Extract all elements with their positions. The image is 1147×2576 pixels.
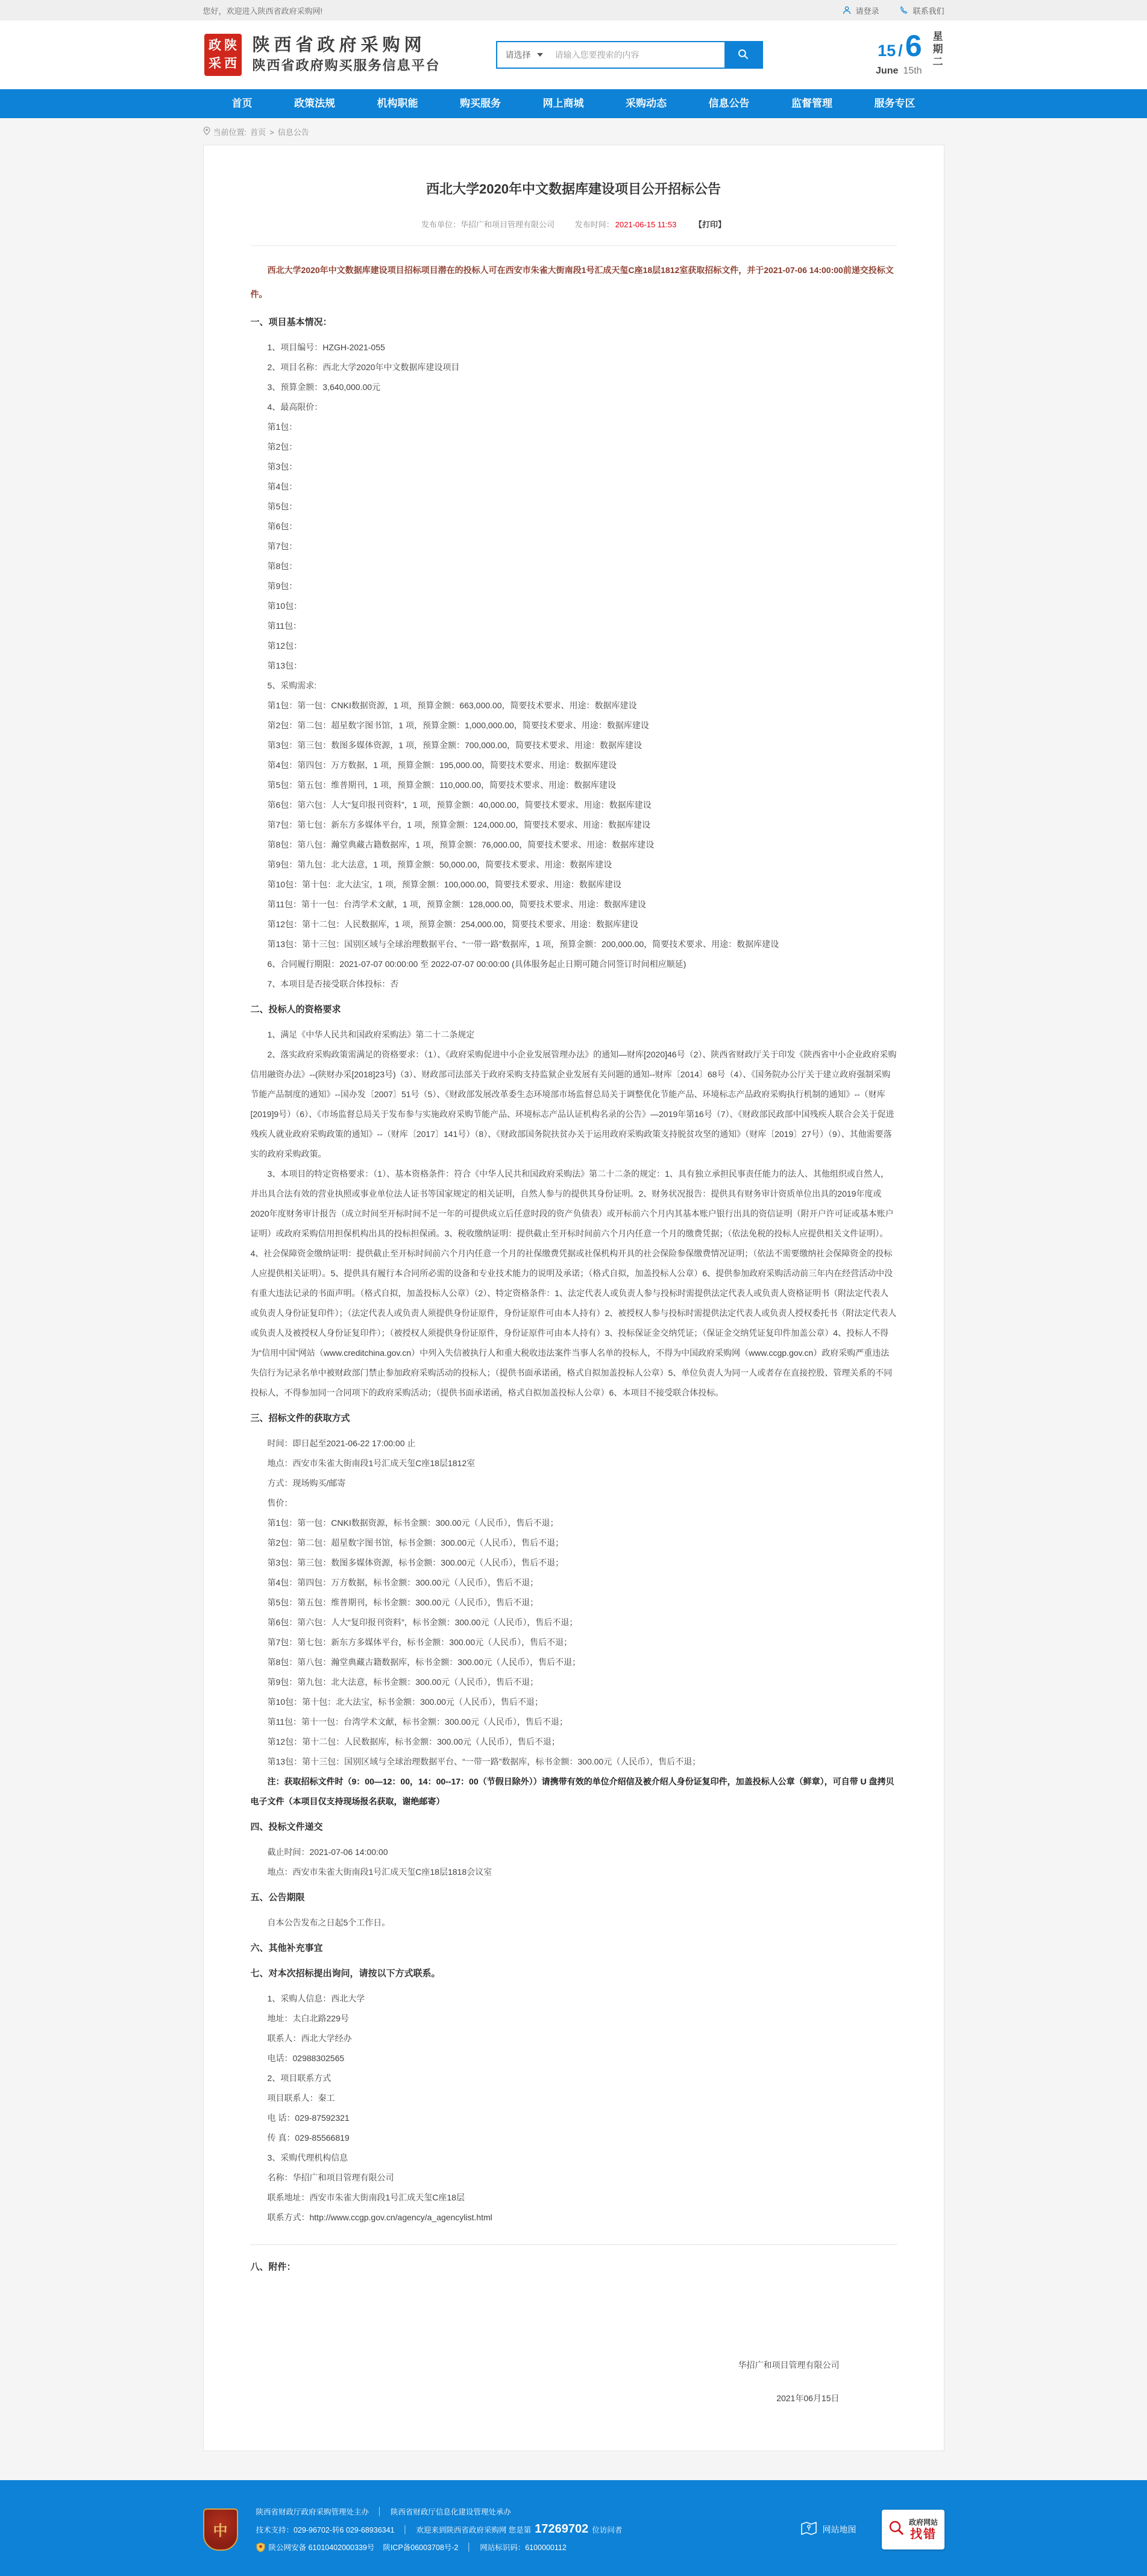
document-body [251,258,897,2408]
seal-char: 陕 [224,39,237,52]
police-badge-icon [256,2542,265,2552]
doc-paragraph: 电话：02988302565 [267,2053,345,2063]
footer-visitor-suffix: 位访问者 [592,2525,623,2534]
breadcrumb-separator: > [269,127,274,137]
doc-paragraph: 5、采购需求: [267,681,317,690]
date-day: 15 [878,41,896,60]
section-heading: 七、对本次招标提出询问，请按以下方式联系。 [250,1968,441,1979]
welcome-text: 您好，欢迎进入陕西省政府采购网! [203,6,323,16]
nav-item-6[interactable]: 信息公告 [708,98,750,109]
doc-paragraph: 7、本项目是否接受联合体投标：否 [267,979,399,989]
site-title: 陕西省政府采购网 [252,36,426,55]
doc-paragraph: 1、采购人信息：西北大学 [267,1994,365,2003]
doc-paragraph: 截止时间：2021-07-06 14:00:00 [267,1847,388,1857]
doc-paragraph: 第10包： [267,601,303,611]
user-icon [842,5,852,15]
doc-paragraph: 注：获取招标文件时（9：00—12：00，14：00--17：00（节假日除外））请携带有效的单位介绍信及被介绍人身份证复印件，加盖投标人公章（鲜章），可自带 U 盘拷贝电子文件（本项目仅支持现场报名获取，谢绝邮寄） [250,1777,894,1806]
doc-paragraph: 1、项目编号：HZGH-2021-055 [267,342,385,352]
footer-icp-filing[interactable]: 陕ICP备06003708号-2 [383,2543,459,2552]
footer-tech-support: 技术支持：029-96702-转6 029-68936341 [256,2525,395,2534]
doc-paragraph: 第8包：第八包：瀚堂典藏古籍数据库，1 项，预算金额：76,000.00，简要技术要求、用途：数据库建设 [267,840,655,849]
breadcrumb [203,118,944,145]
section-heading: 二、投标人的资格要求 [250,1004,341,1015]
doc-paragraph: 2、项目联系方式 [267,2073,332,2083]
doc-paragraph: 第12包： [267,641,303,650]
breadcrumb-item[interactable]: 首页 [250,127,266,137]
login-link[interactable] [842,5,879,16]
date-day-en: 15th [903,65,922,76]
doc-paragraph: 地点：西安市朱雀大街南段1号汇成天玺C座18层1818会议室 [267,1867,492,1877]
doc-paragraph: 第1包：第一包：CNKI数据资源，1 项，预算金额：663,000.00，简要技术要求、用途：数据库建设 [267,701,637,710]
doc-paragraph: 第13包： [267,661,303,670]
doc-paragraph: 第10包：第十包：北大法宝，标书金额：300.00元（人民币），售后不退； [267,1697,543,1707]
doc-paragraph: 第9包： [267,581,298,591]
doc-paragraph: 第3包：第三包：数图多媒体资源，标书金额：300.00元（人民币），售后不退； [267,1558,564,1567]
nav-item-0[interactable]: 首页 [231,98,253,109]
doc-paragraph: 地址：太白北路229号 [267,2014,349,2023]
footer-organizer: 陕西省财政厅政府采购管理处主办 [256,2508,369,2516]
search-select-label: 请选择 [505,50,531,60]
breadcrumb-item[interactable]: 信息公告 [277,127,309,137]
contact-link[interactable] [899,5,944,16]
doc-paragraph: 第8包：第八包：瀚堂典藏古籍数据库，标书金额：300.00元（人民币），售后不退； [267,1657,581,1667]
doc-paragraph: 第3包：第三包：数图多媒体资源，1 项，预算金额：700,000.00，简要技术要求、用途：数据库建设 [267,740,643,750]
doc-paragraph: 第2包：第二包：超星数字图书馆，1 项，预算金额：1,000,000.00，简要技术要求、用途：数据库建设 [267,720,649,730]
publish-time-value: 2021-06-15 11:53 [615,220,677,229]
signature-date: 2021年06月15日 [776,2393,840,2403]
doc-paragraph: 1、满足《中华人民共和国政府采购法》第二十二条规定 [267,1030,475,1039]
footer-police-filing[interactable]: 陕公网安备 61010402000339号 [268,2543,375,2552]
doc-paragraph: 第7包：第七包：新东方多媒体平台，标书金额：300.00元（人民币），售后不退； [267,1637,573,1647]
error-magnifier-icon [888,2519,905,2539]
chevron-down-icon [537,53,543,57]
contact-label: 联系我们 [913,6,944,16]
visitor-count: 17269702 [535,2522,589,2536]
publisher-value: 华招广和项目管理有限公司 [460,220,555,229]
footer-separator: │ [467,2543,472,2551]
site-header [0,20,1147,89]
nav-item-5[interactable]: 采购动态 [626,98,667,109]
doc-paragraph: 第1包： [267,422,298,432]
doc-paragraph: 电 话：029-87592321 [267,2113,350,2123]
map-icon [800,2519,818,2539]
doc-paragraph: 联系人：西北大学经办 [267,2033,352,2043]
doc-paragraph: 第4包： [267,482,298,491]
doc-paragraph: 第5包： [267,502,298,511]
nav-item-3[interactable]: 购买服务 [460,98,501,109]
nav-item-8[interactable]: 服务专区 [874,98,916,109]
doc-paragraph: 第4包：第四包：万方数据，1 项，预算金额：195,000.00，简要技术要求、用途：数据库建设 [267,760,617,770]
section-heading: 五、公告期限 [250,1892,305,1903]
footer-site-id: 网站标识码：6100000112 [480,2543,567,2552]
doc-paragraph: 第11包： [267,621,302,631]
doc-paragraph: 第12包：第十二包：人民数据库，标书金额：300.00元（人民币），售后不退； [267,1737,560,1746]
doc-paragraph: 第6包：第六包：人大“复印报刊资料”，1 项，预算金额：40,000.00，简要技术要求、用途：数据库建设 [267,800,652,810]
doc-paragraph: 第13包：第十三包：国别区域与全球治理数据平台、“一带一路”数据库，标书金额：300.00元（人民币），售后不退； [267,1757,701,1766]
doc-paragraph: 第7包： [267,541,298,551]
doc-paragraph: 2、落实政府采购政策需满足的资格要求：（1）、《政府采购促进中小企业发展管理办法》的通知—财库[2020]46号（2）、陕西省财政厅关于印发《陕西省中小企业政府采购信用融资办法》--(陕财办采[2018]23号)（3）、财政部司法部关于政府采购支持监狱企业发展有关问题的通知--财库〔2014〕68号（4）、《国务院办公厅关于建立政府强制采购节能产品制度的通知》--国办发〔2007〕51号（5）、《财政部发展改革委生态环境部市场监督总局关于调整优化节能产品、环境标志产品政府采购执行机制的通知》--（财库[2019]9号）（6）、《市场监督总局关于发布参与实施政府采购节能产品、环境标志产品认证机构名录的公告》—2019年第16号（7）、《财政部民政部中国残疾人联合会关于促进残疾人就业政府采购政策的通知》--（财库〔2017〕141号）（8）、《财政部国务院扶贫办关于运用政府采购政策支持脱贫攻坚的通知》（财库〔2019〕27号）（9）、其他需要落实的政府采购政策。 [250,1050,897,1159]
publish-time-label: 发布时间： [574,220,614,229]
doc-paragraph: 第11包：第十一包：台湾学术文献，标书金额：300.00元（人民币），售后不退； [267,1717,568,1727]
article-card [203,145,944,2451]
nav-item-7[interactable]: 监督管理 [791,98,832,109]
finance-emblem-icon: 中 [203,2508,238,2551]
doc-paragraph: 地点：西安市朱雀大街南段1号汇成天玺C座18层1812室 [267,1458,476,1468]
search-button[interactable] [724,42,762,68]
doc-paragraph: 第8包： [267,561,298,571]
intro-paragraph: 西北大学2020年中文数据库建设项目招标项目潜在的投标人可在西安市朱雀大街南段1号汇成天玺C座18层1812室获取招标文件，并于2021-07-06 14:00:00前递交投标文件。 [250,265,894,299]
doc-paragraph: 售价： [267,1498,293,1508]
print-button[interactable]: 【打印】 [694,220,726,229]
doc-paragraph: 第3包： [267,462,298,471]
page-title: 西北大学2020年中文数据库建设项目公开招标公告 [426,181,721,197]
doc-paragraph: 3、本项目的特定资格要求：（1）、基本资格条件：符合《中华人民共和国政府采购法》第二十二条的规定：1、具有独立承担民事责任能力的法人、其他组织或自然人，并出具合法有效的营业执照或事业单位法人证书等国家规定的相关证明，自然人参与的提供其身份证明。2、财务状况报告：提供具有财务审计资质单位出具的2019年度或2020年度财务审计报告（成立时间至开标时间不足一年的可提供成立后任意时段的资产负债表）或开标前六个月内其基本账户银行出具的资信证明（附开户许可证或基本账户证明）或政府采购信用担保机构出具的投标担保函。3、税收缴纳证明：提供截止至开标时间前六个月内任意一个月的缴费凭据；（依法免税的投标人应提供相关文件证明）。4、社会保障资金缴纳证明：提供截止至开标时间前六个月内任意一个月的社保缴费凭据或社保机构开具的社会保险参保缴费情况证明；（依法不需要缴纳社会保障资金的投标人应提供相关证明）。5、提供具有履行本合同所必需的设备和专业技术能力的说明及承诺；（格式自拟，加盖投标人公章）6、提供参加政府采购活动前三年内在经营活动中没有重大违法记录的书面声明。（格式自拟，加盖投标人公章）（2）、特定资格条件：1、法定代表人或负责人参与投标时需提供法定代表人或负责人资格证明书（附法定代表人或负责人身份证复印件）；（法定代表人或负责人须提供身份证原件，身份证原件可由本人持有）2、被授权人参与投标时需提供法定代表人或负责人授权委托书（附法定代表人或负责人及被授权人身份证复印件）；（被授权人须提供身份证原件，身份证原件可由本人持有）3、投标保证金交纳凭证；（保证金交纳凭证复印件加盖公章）4、投标人不得为“信用中国”网站（www.creditchina.gov.cn）中列入失信被执行人和重大税收违法案件当事人名单的投标人，不得为中国政府采购网（www.ccgp.gov.cn）政府采购严重违法失信行为记录名单中被财政部门禁止参加政府采购活动的投标人；（提供书面承诺函，格式自拟加盖投标人公章）5、单位负责人为同一人或者存在直接控股、管理关系的不同投标人，不得参加同一合同项下的政府采购活动；（提供书面承诺函，格式自拟加盖投标人公章）6、本项目不接受联合体投标。 [250,1169,897,1397]
date-slash: / [898,41,903,60]
doc-paragraph: 时间：即日起至2021-06-22 17:00:00 止 [267,1438,416,1448]
doc-paragraph: 传 真：029-85566819 [267,2133,350,2143]
doc-paragraph: 第5包：第五包：维普期刊，1 项，预算金额：110,000.00，简要技术要求、用途：数据库建设 [267,780,616,790]
doc-paragraph: 第2包：第二包：超星数字图书馆，标书金额：300.00元（人民币），售后不退； [267,1538,564,1548]
breadcrumb-prefix: 当前位置: [213,127,247,137]
section-heading: 一、项目基本情况： [250,317,332,327]
signature-block [251,2355,897,2408]
badge-title: 政府网站 [908,2518,938,2527]
doc-paragraph: 项目联系人：秦工 [267,2093,335,2103]
doc-paragraph: 第9包：第九包：北大法意，标书金额：300.00元（人民币），售后不退； [267,1677,539,1687]
date-month: 6 [905,28,922,63]
doc-paragraph: 自本公告发布之日起5个工作日。 [267,1918,391,1927]
site-footer [0,2480,1147,2576]
nav-item-2[interactable]: 机构职能 [377,98,418,109]
doc-paragraph: 2、项目名称：西北大学2020年中文数据库建设项目 [267,362,460,372]
top-bar [0,0,1147,20]
seal-char: 政 [209,39,221,52]
doc-paragraph: 第5包：第五包：维普期刊，标书金额：300.00元（人民币），售后不退； [267,1598,539,1607]
doc-paragraph: 6、合同履行期限：2021-07-07 00:00:00 至 2022-07-07 00:00:00 (具体服务起止日期可随合同签订时间相应顺延) [267,959,687,969]
section-heading: 三、招标文件的获取方式 [250,1413,350,1423]
doc-paragraph: 第10包：第十包：北大法宝，1 项，预算金额：100,000.00，简要技术要求、用途：数据库建设 [267,880,621,889]
seal-char: 西 [224,57,237,71]
doc-paragraph: 第7包：第七包：新东方多媒体平台，1 项，预算金额：124,000.00，简要技术要求、用途：数据库建设 [267,820,651,830]
doc-paragraph: 第6包： [267,521,298,531]
footer-co-organizer: 陕西省财政厅信息化建设管理处承办 [390,2508,511,2516]
publisher-label: 发布单位： [421,220,461,229]
site-subtitle: 陕西省政府购买服务信息平台 [252,58,441,73]
search-input[interactable] [552,42,724,68]
doc-paragraph: 3、预算金额：3,640,000.00元 [267,382,381,392]
doc-paragraph: 第1包：第一包：CNKI数据资源，标书金额：300.00元（人民币），售后不退； [267,1518,559,1528]
main-nav [0,89,1147,118]
doc-paragraph: 方式：现场购买/邮寄 [267,1478,346,1488]
footer-separator: │ [377,2507,382,2516]
doc-paragraph: 4、最高限价： [267,402,323,412]
search-category-select[interactable] [497,42,552,68]
doc-paragraph: 3、采购代理机构信息 [267,2153,348,2162]
sitemap-link[interactable] [800,2519,856,2539]
article-sections [251,312,897,2277]
phone-icon [899,5,909,15]
footer-visitor-prefix: 欢迎来到陕西省政府采购网 您是第 [416,2525,532,2534]
doc-paragraph: 联系地址：西安市朱雀大街南段1号汇成天玺C座18层 [267,2193,465,2202]
date-month-en: June [876,65,899,76]
nav-item-4[interactable]: 网上商城 [542,98,584,109]
doc-paragraph: 联系方式：http://www.ccgp.gov.cn/agency/a_agencylist.html [267,2212,492,2222]
login-label: 请登录 [855,6,879,16]
doc-paragraph: 第2包： [267,442,298,452]
doc-paragraph: 第11包：第十一包：台湾学术文献，1 项，预算金额：128,000.00，简要技术要求、用途：数据库建设 [267,899,646,909]
doc-paragraph: 第9包：第九包：北大法意，1 项，预算金额：50,000.00，简要技术要求、用途：数据库建设 [267,860,612,869]
doc-paragraph: 第6包：第六包：人大“复印报刊资料”，标书金额：300.00元（人民币），售后不退； [267,1617,578,1627]
date-weekday: 星期二 [931,31,943,69]
sitemap-label: 网站地图 [822,2524,856,2534]
search-box [496,41,763,69]
section-heading: 六、其他补充事宜 [250,1943,323,1953]
seal-char: 采 [209,57,221,71]
location-pin-icon [203,127,213,137]
doc-paragraph: 第13包：第十三包：国别区域与全球治理数据平台、“一带一路”数据库，1 项，预算金额：200,000.00，简要技术要求、用途：数据库建设 [267,939,779,949]
badge-subtitle: 找错 [910,2527,937,2541]
doc-paragraph: 第4包：第四包：万方数据，标书金额：300.00元（人民币），售后不退； [267,1578,539,1587]
divider [251,245,897,246]
footer-separator: │ [403,2525,408,2534]
signature-company: 华招广和项目管理有限公司 [738,2360,840,2370]
dotted-divider [251,2244,897,2245]
article-meta [251,218,897,230]
doc-paragraph: 名称：华招广和项目管理有限公司 [267,2173,394,2182]
doc-paragraph: 第12包：第十二包：人民数据库，1 项，预算金额：254,000.00，简要技术要求、用途：数据库建设 [267,919,638,929]
nav-item-1[interactable]: 政策法规 [294,98,335,109]
date-widget [876,28,944,79]
section-heading: 四、投标文件递交 [250,1822,323,1832]
gov-site-error-report-badge[interactable] [882,2510,944,2549]
site-logo-seal [203,33,243,77]
search-icon [737,48,749,62]
section-heading: 八、附件： [250,2262,296,2272]
